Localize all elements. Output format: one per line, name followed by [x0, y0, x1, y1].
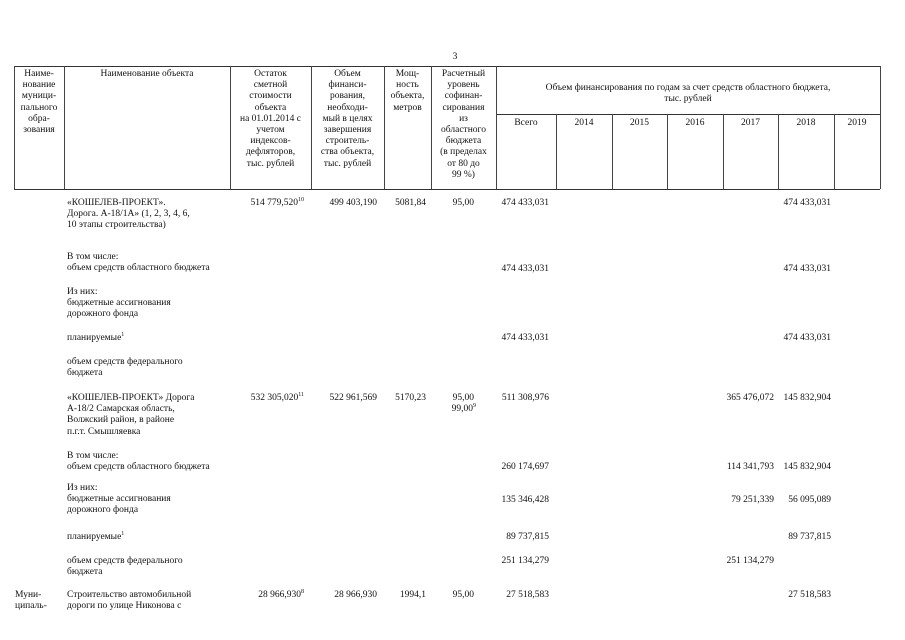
year-2017-value: 251 134,279 — [726, 556, 774, 566]
total-value: 27 518,583 — [506, 590, 549, 600]
total-value: 89 737,815 — [506, 532, 549, 542]
header-year-2017: 2017 — [741, 118, 760, 128]
header-year-2016: 2016 — [685, 118, 705, 128]
total-value: 251 134,279 — [501, 556, 549, 566]
year-2017-value: 114 341,793 — [726, 462, 774, 472]
header-year-2015: 2015 — [630, 118, 649, 128]
object-name: В том числе: объем средств областного бюджета — [67, 252, 210, 274]
footnote-mark: 9 — [473, 402, 476, 409]
cofinancing: 99,00$^9$ — [451, 402, 476, 414]
year-2018-value: 145 832,904 — [783, 462, 831, 472]
object-name: объем средств федерального бюджета — [67, 556, 183, 578]
funding-needed: 499 403,190 — [329, 198, 377, 208]
header-total: Всего — [514, 118, 538, 128]
year-2017-value: 365 476,072 — [726, 393, 774, 403]
object-name: «КОШЕЛЕВ-ПРОЕКТ». Дорога. А-18/1А» (1, 2, 3, 4, 6, 10 этапы строительства) — [67, 198, 190, 231]
year-2018-value: 56 095,089 — [788, 495, 831, 505]
year-2018-value: 474 433,031 — [783, 198, 831, 208]
capacity: 5170,23 — [395, 393, 426, 403]
header-cofinancing: Расчетный уровень софинан- сирования из областного бюджета (в пределах от 80 до 99 %) — [440, 69, 487, 180]
header-funding-needed: Объем финанси- рования, необходи- мый в целях завершения строитель- ства объекта, тыс. рублей — [320, 69, 375, 169]
year-2018-value: 474 433,031 — [783, 264, 831, 274]
year-2018-value: 89 737,815 — [788, 532, 831, 542]
header-year-2018: 2018 — [796, 118, 816, 128]
page-number: 3 — [452, 52, 458, 62]
cofinancing: 95,00 — [452, 198, 474, 208]
year-2018-value: 145 832,904 — [783, 393, 831, 403]
footnote-mark: 1 — [121, 530, 125, 537]
total-value: 474 433,031 — [501, 198, 549, 208]
object-name: В том числе: объем средств областного бюджета — [67, 451, 210, 473]
total-value: 474 433,031 — [501, 264, 549, 274]
year-2018-value: 27 518,583 — [788, 590, 831, 600]
object-name: объем средств федерального бюджета — [67, 357, 183, 379]
total-value: 260 174,697 — [501, 462, 549, 472]
cofinancing: 95,00 — [452, 590, 474, 600]
municipality-name: Муни- ципаль- — [15, 590, 47, 612]
object-name: Из них: бюджетные ассигнования дорожного фонда — [67, 287, 171, 320]
remaining-cost: 28 966,930$^8$ — [258, 588, 304, 600]
funding-needed: 522 961,569 — [329, 393, 377, 403]
footnote-mark: 10 — [298, 196, 304, 203]
capacity: 5081,84 — [395, 198, 426, 208]
year-2017-value: 79 251,339 — [731, 495, 774, 505]
total-value: 474 433,031 — [501, 333, 549, 343]
header-remaining-cost: Остаток сметной стоимости объекта на 01.01.2014 с учетом индексов- дефляторов, тыс. рублей — [239, 69, 302, 169]
capacity: 1994,1 — [399, 590, 426, 600]
header-capacity: Мощ- ность объекта, метров — [390, 69, 425, 113]
header-year-2014: 2014 — [574, 118, 594, 128]
object-name: планируемые$^1$ — [67, 331, 125, 343]
object-name: «КОШЕЛЕВ-ПРОЕКТ» Дорога А-18/2 Самарская область, Волжский район, в районе п.г.т. Смышляевка — [67, 393, 195, 437]
object-name: Строительство автомобильной дороги по улице Никонова с — [67, 590, 192, 612]
header-municipality: Наиме- нование муници- пального обра- зования — [20, 69, 58, 136]
object-name: планируемые$^1$ — [67, 530, 125, 542]
remaining-cost: 532 305,020$^{11}$ — [250, 391, 304, 403]
year-2018-value: 474 433,031 — [783, 333, 831, 343]
header-object-name: Наименование объекта — [100, 69, 194, 79]
header-year-2019: 2019 — [847, 118, 867, 128]
header-by-years: Объем финансирования по годам за счет средств областного бюджета, тыс. рублей — [545, 83, 831, 105]
footnote-mark: 11 — [298, 391, 304, 398]
total-value: 511 308,976 — [501, 393, 549, 403]
cofinancing: 95,00 — [452, 393, 474, 403]
footnote-mark: 8 — [301, 588, 304, 595]
footnote-mark: 1 — [121, 331, 125, 338]
remaining-cost: 514 779,520$^{10}$ — [250, 196, 304, 208]
funding-needed: 28 966,930 — [334, 590, 377, 600]
total-value: 135 346,428 — [501, 495, 549, 505]
object-name: Из них: бюджетные ассигнования дорожного фонда — [67, 483, 171, 516]
